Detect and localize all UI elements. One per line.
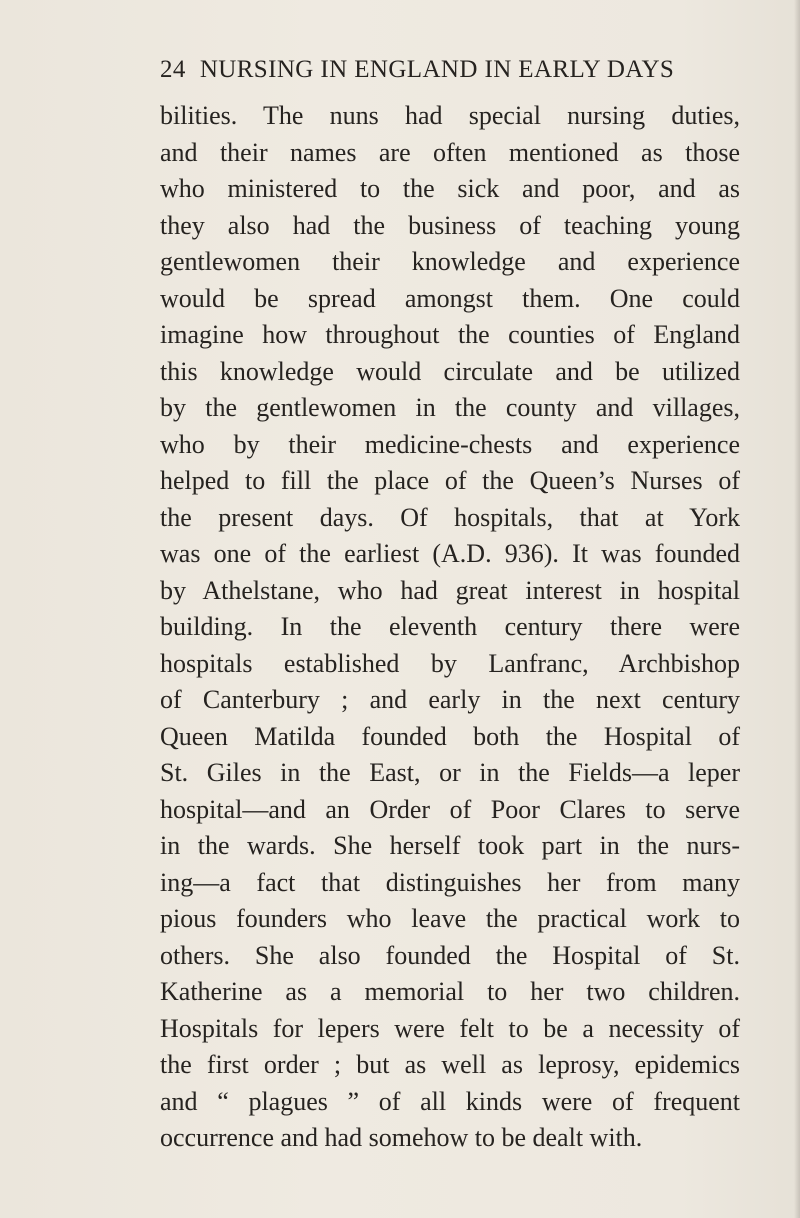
text-line: Katherine as a memorial to her two children. (160, 977, 740, 1006)
text-line: of Canterbury ; and early in the next century (160, 685, 740, 714)
text-line: and “ plagues ” of all kinds were of frequent (160, 1086, 740, 1116)
text-line: and their names are often mentioned as those (160, 137, 740, 167)
text-line: would be spread amongst them. One could (160, 283, 740, 313)
running-header (160, 52, 740, 88)
text-line: the present days. Of hospitals, that at York (160, 502, 740, 532)
text-line: hospitals established by Lanfranc, Archbishop (160, 648, 740, 678)
text-line: this knowledge would circulate and be utilized (160, 356, 740, 386)
text-line: who ministered to the sick and poor, and as (160, 174, 740, 203)
page-edge-shadow (794, 0, 800, 1218)
text-line: they also had the business of teaching young (160, 210, 740, 240)
page-number: 24 (160, 56, 186, 83)
text-line: in the wards. She herself took part in the nurs- (160, 831, 740, 860)
text-line: others. She also founded the Hospital of St. (160, 940, 740, 970)
text-line: by Athelstane, who had great interest in hospital (160, 575, 740, 605)
text-line: imagine how throughout the counties of England (160, 320, 740, 349)
text-line: gentlewomen their knowledge and experience (160, 247, 740, 276)
body-text (160, 98, 740, 1157)
text-line: who by their medicine-chests and experience (160, 429, 740, 459)
text-line: Queen Matilda founded both the Hospital of (160, 721, 740, 751)
text-line: occurrence and had somehow to be dealt with. (160, 1123, 643, 1152)
text-line: was one of the earliest (A.D. 936). It was founded (160, 539, 740, 568)
text-line: hospital—and an Order of Poor Clares to serve (160, 794, 740, 824)
text-line: the first order ; but as well as leprosy, epidemics (160, 1050, 740, 1079)
text-line: building. In the eleventh century there were (160, 612, 740, 641)
text-line: bilities. The nuns had special nursing duties, (160, 101, 740, 130)
running-title: NURSING IN ENGLAND IN EARLY DAYS (199, 56, 675, 83)
text-line: Hospitals for lepers were felt to be a necessity of (160, 1013, 740, 1043)
text-line: by the gentlewomen in the county and villages, (160, 393, 740, 422)
text-line: helped to fill the place of the Queen’s Nurses of (160, 466, 740, 495)
text-line: pious founders who leave the practical work to (160, 904, 740, 933)
text-line: St. Giles in the East, or in the Fields—a leper (160, 758, 740, 787)
text-line: ing—a fact that distinguishes her from many (160, 867, 740, 897)
